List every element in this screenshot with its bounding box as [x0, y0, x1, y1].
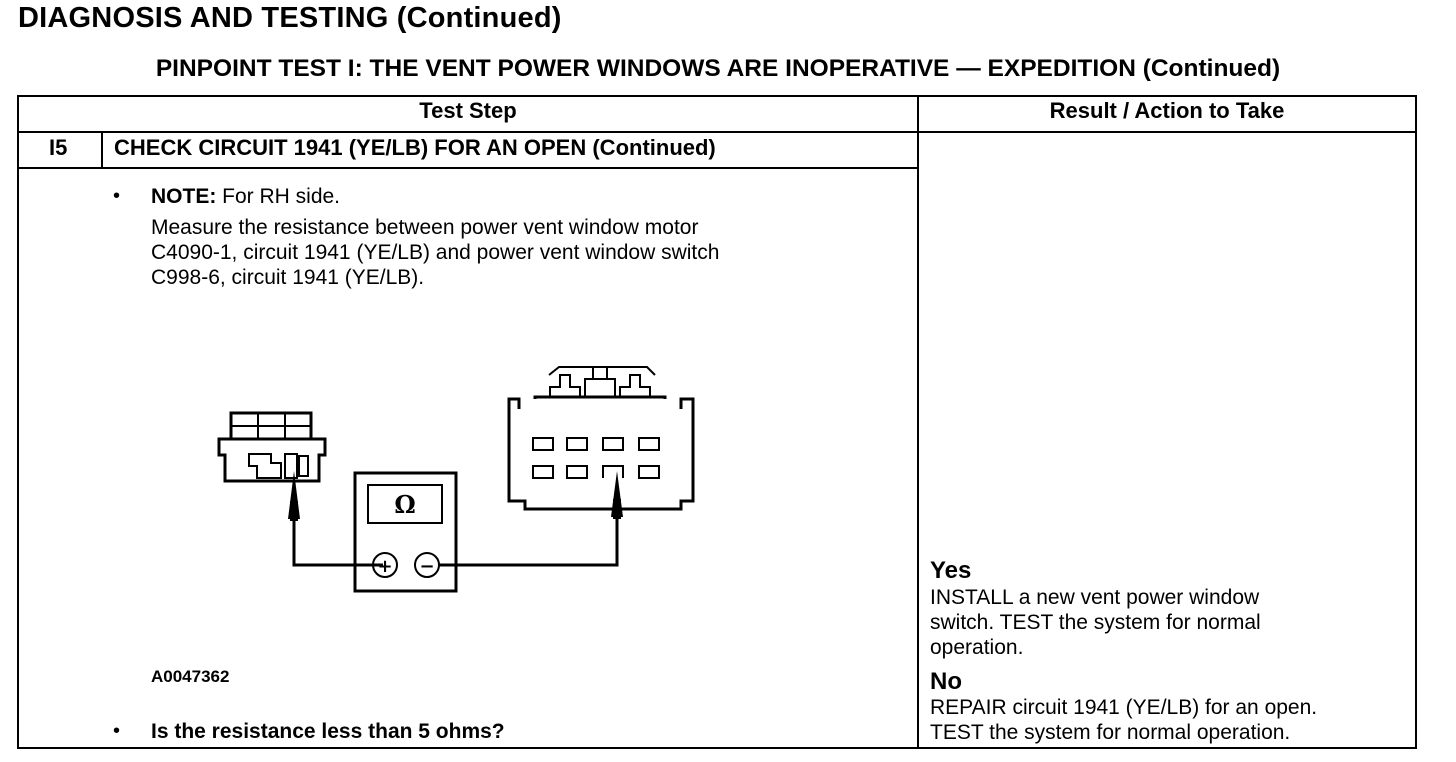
negative-probe-lead — [439, 497, 617, 565]
result-yes-line: INSTALL a new vent power window — [930, 586, 1260, 609]
result-no-line: TEST the system for normal operation. — [930, 721, 1291, 744]
note-label: NOTE: — [151, 185, 217, 208]
positive-probe-lead — [294, 499, 383, 565]
note-text: For RH side. — [216, 185, 341, 208]
result-no-label: No — [930, 668, 962, 695]
page-heading: DIAGNOSIS AND TESTING (Continued) — [18, 2, 562, 34]
figure-id: A0047362 — [151, 667, 230, 686]
ohm-symbol: Ω — [394, 490, 416, 519]
minus-sign: − — [419, 556, 435, 577]
plus-sign: + — [377, 556, 393, 577]
question-bullet: • — [113, 720, 121, 742]
result-yes-line: switch. TEST the system for normal — [930, 611, 1261, 634]
result-yes-line: operation. — [930, 636, 1024, 659]
instruction-line: C998-6, circuit 1941 (YE/LB). — [151, 266, 425, 289]
result-yes-label: Yes — [930, 557, 972, 584]
motor-connector-c4090 — [219, 413, 325, 481]
pinpoint-test-table — [17, 95, 1417, 749]
switch-connector-c998 — [509, 367, 693, 509]
instruction-line: Measure the resistance between power vent window motor — [151, 216, 699, 239]
resistance-measurement-diagram — [19, 97, 919, 657]
pinpoint-test-title: PINPOINT TEST I: THE VENT POWER WINDOWS ARE INOPERATIVE — EXPEDITION (Continued) — [155, 55, 1281, 82]
step-id: I5 — [49, 135, 68, 160]
header-test-step: Test Step — [419, 98, 517, 123]
instruction-line: C4090-1, circuit 1941 (YE/LB) and power vent window switch — [151, 241, 720, 264]
note-bullet: • — [113, 185, 121, 207]
result-no-line: REPAIR circuit 1941 (YE/LB) for an open. — [930, 696, 1318, 719]
header-result-action: Result / Action to Take — [1049, 98, 1285, 123]
test-question: Is the resistance less than 5 ohms? — [151, 720, 505, 743]
step-title: CHECK CIRCUIT 1941 (YE/LB) FOR AN OPEN (Continued) — [114, 135, 716, 160]
